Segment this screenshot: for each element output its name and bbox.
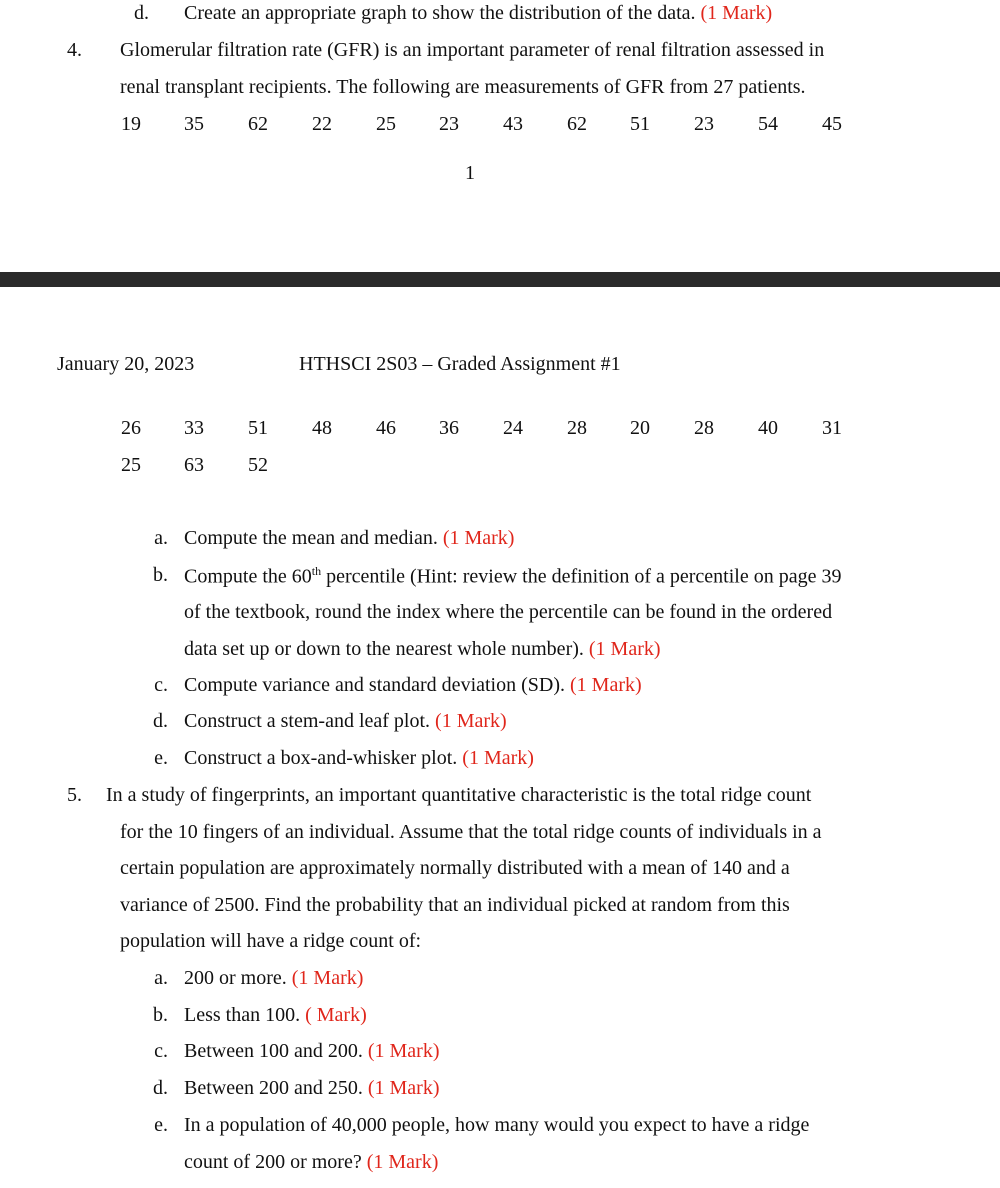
data-value: 23 — [694, 113, 714, 135]
part-label: e. — [154, 1114, 168, 1136]
q5-part-b: Less than 100. ( Mark) — [184, 1004, 367, 1026]
mark-badge: (1 Mark) — [291, 967, 364, 989]
data-value: 36 — [439, 417, 459, 439]
question-4-number: 4. — [67, 39, 82, 61]
mark-badge: (1 Mark) — [570, 674, 642, 696]
q4-part-b-line-3: data set up or down to the nearest whole number). (1 Mark) — [184, 638, 661, 660]
header-course-title: HTHSCI 2S03 – Graded Assignment #1 — [299, 353, 621, 375]
q4-part-c: Compute variance and standard deviation (SD). (1 Mark) — [184, 674, 642, 696]
q5-part-e-line-1: In a population of 40,000 people, how many would you expect to have a ridge — [184, 1114, 810, 1136]
part-label: d. — [153, 1077, 168, 1099]
question-5-line-2: for the 10 fingers of an individual. Assume that the total ridge counts of individuals in a — [120, 821, 822, 843]
q4-part-b-line-2: of the textbook, round the index where the percentile can be found in the ordered — [184, 601, 833, 623]
part-label: d. — [153, 710, 168, 732]
data-value: 48 — [312, 417, 332, 439]
q4-part-e: Construct a box-and-whisker plot. (1 Mark) — [184, 747, 534, 769]
part-label: c. — [154, 674, 168, 696]
data-value: 24 — [503, 417, 523, 439]
data-value: 26 — [121, 417, 141, 439]
data-value: 62 — [567, 113, 587, 135]
header-date: January 20, 2023 — [57, 353, 195, 375]
part-label: e. — [154, 747, 168, 769]
q5-part-d: Between 200 and 250. (1 Mark) — [184, 1077, 440, 1099]
part-label: a. — [154, 527, 168, 549]
question-5-line-3: certain population are approximately normally distributed with a mean of 140 and a — [120, 857, 790, 879]
q4-part-d: Construct a stem-and leaf plot. (1 Mark) — [184, 710, 507, 732]
question-4-line-1: Glomerular filtration rate (GFR) is an important parameter of renal filtration assessed in — [120, 39, 825, 61]
question-5-line-1: In a study of fingerprints, an important quantitative characteristic is the total ridge count — [106, 784, 812, 806]
part-label: c. — [154, 1040, 168, 1062]
data-value: 28 — [567, 417, 587, 439]
mark-badge: (1 Mark) — [366, 1151, 439, 1173]
page-break-divider — [0, 272, 1000, 287]
q4-part-b-line-1: Compute the 60th percentile (Hint: review the definition of a percentile on page 39 — [184, 564, 842, 588]
part-label: b. — [153, 1004, 168, 1026]
data-value: 45 — [822, 113, 842, 135]
data-value: 19 — [121, 113, 141, 135]
data-value: 54 — [758, 113, 778, 135]
data-value: 62 — [248, 113, 268, 135]
data-value: 46 — [376, 417, 396, 439]
question-5-line-4: variance of 2500. Find the probability that an individual picked at random from this — [120, 894, 790, 916]
data-value: 33 — [184, 417, 204, 439]
question-4-line-2: renal transplant recipients. The following are measurements of GFR from 27 patients. — [120, 76, 806, 98]
data-value: 35 — [184, 113, 204, 135]
data-value: 40 — [758, 417, 778, 439]
part-label: b. — [153, 564, 168, 586]
mark-badge: (1 Mark) — [462, 747, 534, 769]
data-value: 51 — [630, 113, 650, 135]
question-5-number: 5. — [67, 784, 82, 806]
data-value: 25 — [121, 454, 141, 476]
data-value: 43 — [503, 113, 523, 135]
mark-badge: (1 Mark) — [588, 638, 661, 660]
data-value: 25 — [376, 113, 396, 135]
q5-part-a: 200 or more. (1 Mark) — [184, 967, 364, 989]
item-d-label: d. — [134, 2, 149, 24]
data-value: 51 — [248, 417, 268, 439]
mark-badge: (1 Mark) — [435, 710, 507, 732]
q4-part-a: Compute the mean and median. (1 Mark) — [184, 527, 515, 549]
part-label: a. — [154, 967, 168, 989]
data-value: 28 — [694, 417, 714, 439]
mark-badge: (1 Mark) — [442, 527, 515, 549]
data-value: 31 — [822, 417, 842, 439]
q5-part-e-line-2: count of 200 or more? (1 Mark) — [184, 1151, 439, 1173]
page-number: 1 — [465, 162, 475, 184]
mark-badge: (1 Mark) — [700, 2, 773, 24]
data-value: 22 — [312, 113, 332, 135]
mark-badge: (1 Mark) — [367, 1040, 440, 1062]
mark-badge: ( Mark) — [305, 1004, 367, 1026]
data-value: 23 — [439, 113, 459, 135]
data-value: 63 — [184, 454, 204, 476]
data-value: 52 — [248, 454, 268, 476]
question-5-line-5: population will have a ridge count of: — [120, 930, 422, 952]
mark-badge: (1 Mark) — [367, 1077, 440, 1099]
data-value: 20 — [630, 417, 650, 439]
item-d-text: Create an appropriate graph to show the distribution of the data. (1 Mark) — [184, 2, 773, 24]
q5-part-c: Between 100 and 200. (1 Mark) — [184, 1040, 440, 1062]
